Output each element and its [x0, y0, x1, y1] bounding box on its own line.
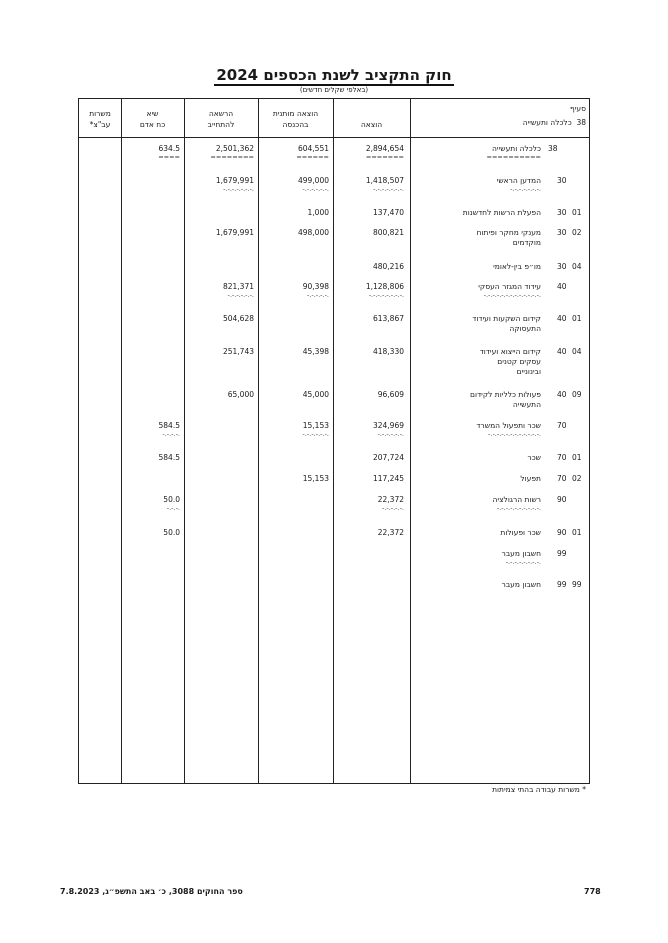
item-code: 02	[572, 228, 582, 237]
manpower-rule: ====	[158, 153, 180, 161]
item-code: 02	[572, 474, 582, 483]
budget-table	[78, 98, 590, 784]
program-code: 70	[557, 421, 567, 430]
expense-value: 480,216	[372, 262, 404, 271]
expense-value: 800,821	[372, 228, 404, 237]
program-code: 40	[557, 282, 567, 291]
program-code: 40	[557, 314, 567, 323]
item-code: 01	[572, 208, 582, 217]
row-label: הפעלת הרשות לחדשנות	[462, 208, 541, 217]
column-divider	[333, 98, 334, 784]
authorization-value: 1,679,991	[215, 228, 254, 237]
row-label: שכר	[527, 453, 541, 462]
label-rule: -.-.-.-.-.-.-.-.-.-.	[496, 504, 541, 512]
row-label: מו״פ בין-לאומי	[493, 262, 541, 271]
section-code: 38	[548, 144, 558, 153]
column-divider	[184, 98, 185, 784]
program-code: 30	[557, 228, 567, 237]
row-label: שכר ותפעול המשרד	[476, 421, 541, 430]
page-number: 778	[584, 887, 601, 896]
expense-rule: -.-.-.-.-.-.-.	[373, 185, 404, 193]
expense-value: 1,418,507	[365, 176, 404, 185]
expense-rule: -.-.-.-.-.	[381, 504, 404, 512]
label-rule: -.-.-.-.-.-.-.-.-.-.-.-.-.	[483, 291, 541, 299]
conditional-value: 604,551	[297, 144, 329, 153]
row-label: קידום הייצוא ועידוד	[479, 347, 541, 356]
column-divider	[121, 98, 122, 784]
header-positions: משרות עב"צ*	[89, 109, 111, 129]
conditional-value: 1,000	[307, 208, 329, 217]
manpower-value: 50.0	[163, 528, 180, 537]
row-label: קידום השקעות ועידוד	[472, 314, 541, 323]
expense-value: 1,128,806	[365, 282, 404, 291]
manpower-value: 584.5	[158, 453, 180, 462]
expense-value: 207,724	[372, 453, 404, 462]
row-label: פעולות כלליות לקידום	[470, 390, 541, 399]
item-code: 09	[572, 390, 582, 399]
conditional-rule: -.-.-.-.-.-.	[302, 185, 329, 193]
program-code: 30	[557, 262, 567, 271]
conditional-value: 15,153	[302, 421, 329, 430]
program-code: 30	[557, 208, 567, 217]
program-code: 70	[557, 453, 567, 462]
authorization-value: 2,501,362	[215, 144, 254, 153]
label-rule: -.-.-.-.-.-.-.-.	[505, 558, 541, 566]
publication-line: ספר החוקים 3088, כ׳ באב התשפ״ג, 7.8.2023	[60, 887, 243, 896]
manpower-value: 634.5	[158, 144, 180, 153]
conditional-rule: ======	[296, 153, 329, 161]
expense-value: 137,470	[372, 208, 404, 217]
row-label: עידוד המגזר העסקי	[478, 282, 541, 291]
program-code: 40	[557, 390, 567, 399]
label-rule: ==========	[486, 153, 541, 161]
authorization-rule: -.-.-.-.-.-.-.	[223, 185, 254, 193]
expense-value: 2,894,654	[365, 144, 404, 153]
header-manpower: שיא כח אדם	[139, 109, 166, 129]
page-subtitle: (באלפי שקלים חדשים)	[299, 86, 369, 94]
row-label: חשבון מעבר	[501, 549, 541, 558]
item-code: 04	[572, 262, 582, 271]
item-code: 01	[572, 528, 582, 537]
authorization-value: 251,743	[222, 347, 254, 356]
program-code: 90	[557, 495, 567, 504]
row-label: המדען הראשי	[496, 176, 541, 185]
expense-value: 613,867	[372, 314, 404, 323]
expense-rule: =======	[365, 153, 404, 161]
item-code: 01	[572, 453, 582, 462]
authorization-rule: ========	[210, 153, 254, 161]
row-label: עסקים קטנים	[497, 357, 541, 366]
row-label: מוקדמים	[512, 238, 541, 247]
conditional-value: 90,398	[302, 282, 329, 291]
row-label: תפעול	[520, 474, 541, 483]
expense-value: 22,372	[377, 495, 404, 504]
row-label: כלכלה ותעשייה	[492, 144, 541, 153]
conditional-value: 499,000	[297, 176, 329, 185]
program-code: 99	[557, 580, 567, 589]
manpower-rule: -.-.-.	[166, 504, 180, 512]
row-label: שכר ופעולות	[500, 528, 541, 537]
conditional-value: 15,153	[302, 474, 329, 483]
row-label: ובינוניים	[516, 367, 541, 376]
authorization-value: 504,628	[222, 314, 254, 323]
label-rule: -.-.-.-.-.-.-.	[510, 185, 541, 193]
column-divider	[410, 98, 411, 784]
conditional-rule: -.-.-.-.-.	[306, 291, 329, 299]
expense-value: 418,330	[372, 347, 404, 356]
expense-value: 22,372	[377, 528, 404, 537]
row-label: התעסוקה	[509, 324, 541, 333]
authorization-rule: -.-.-.-.-.-.	[227, 291, 254, 299]
expense-value: 324,969	[372, 421, 404, 430]
header-divider	[78, 137, 590, 138]
expense-value: 117,245	[372, 474, 404, 483]
header-section: 38 כלכלה ותעשייה	[522, 118, 586, 127]
program-code: 30	[557, 176, 567, 185]
authorization-value: 65,000	[227, 390, 254, 399]
row-label: רשות הרגולציה	[492, 495, 541, 504]
conditional-rule: -.-.-.-.-.-.	[302, 430, 329, 438]
conditional-value: 45,000	[302, 390, 329, 399]
program-code: 70	[557, 474, 567, 483]
program-code: 40	[557, 347, 567, 356]
item-code: 01	[572, 314, 582, 323]
manpower-rule: -.-.-.-.	[162, 430, 180, 438]
row-label: חשבון מעבר	[501, 580, 541, 589]
item-code: 99	[572, 580, 582, 589]
label-rule: -.-.-.-.-.-.-.-.-.-.-.-.	[488, 430, 541, 438]
authorization-value: 1,679,991	[215, 176, 254, 185]
header-authorization: הרשאה להתחייב	[207, 109, 235, 129]
conditional-value: 45,398	[302, 347, 329, 356]
header-section-label: סעיף	[569, 104, 586, 113]
authorization-value: 821,371	[222, 282, 254, 291]
header-expense: הוצאה	[360, 120, 383, 129]
expense-value: 96,609	[377, 390, 404, 399]
expense-rule: -.-.-.-.-.-.	[377, 430, 404, 438]
header-conditional-expense: הוצאה מותנית בהכנסה	[272, 109, 319, 129]
column-divider	[258, 98, 259, 784]
manpower-value: 50.0	[163, 495, 180, 504]
row-label: התעשייה	[512, 400, 541, 409]
row-label: מענקי מחקר ופיתוח	[476, 228, 541, 237]
conditional-value: 498,000	[297, 228, 329, 237]
expense-rule: -.-.-.-.-.-.-.-.	[368, 291, 404, 299]
footnote: * משרות עבודה בהתי צמיתות	[492, 785, 586, 794]
item-code: 04	[572, 347, 582, 356]
manpower-value: 584.5	[158, 421, 180, 430]
program-code: 99	[557, 549, 567, 558]
page-title: חוק התקציב לשנת הכספים 2024	[216, 66, 452, 84]
program-code: 90	[557, 528, 567, 537]
